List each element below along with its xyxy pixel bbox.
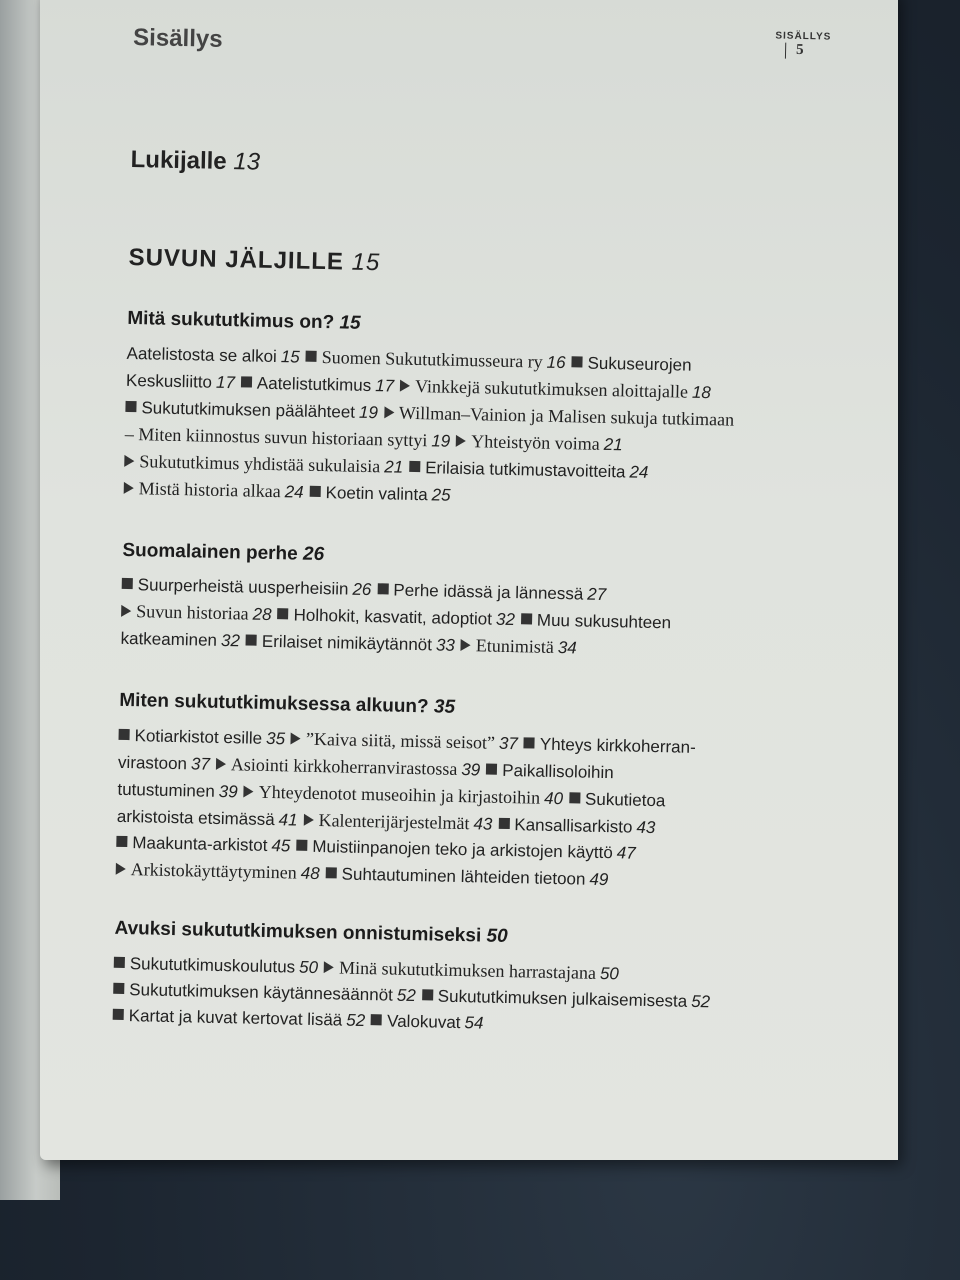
toc-entry-page: 54 — [464, 1013, 484, 1033]
toc-entry — [303, 811, 498, 834]
toc-entry-page: 39 — [218, 781, 238, 802]
toc-entry — [524, 734, 696, 757]
toc-entry — [113, 1006, 372, 1030]
square-bullet-icon — [296, 840, 307, 851]
triangle-bullet-icon — [461, 639, 471, 651]
toc-entry — [216, 755, 487, 780]
section-title — [127, 308, 827, 345]
toc-entry-text: Willman–Vainion ja Malisen sukuja tutkimaan — [398, 402, 735, 430]
toc-entry-page: 50 — [298, 957, 319, 978]
toc-entry-text: Aatelistosta se alkoi — [126, 343, 278, 367]
chapter-label: Lukijalle — [130, 145, 227, 175]
toc-entry — [461, 636, 583, 658]
toc-entry — [244, 782, 570, 808]
square-bullet-icon — [277, 608, 288, 619]
square-bullet-icon — [524, 737, 535, 748]
toc-entry-page: 21 — [603, 434, 623, 455]
toc-entry-text: Perhe idässä ja lännessä — [393, 580, 584, 604]
toc-entry-text: Sukutietoa — [584, 789, 666, 811]
square-bullet-icon — [409, 461, 420, 472]
toc-entry — [114, 954, 325, 977]
toc-entry-text: virastoon — [117, 752, 188, 774]
toc-entry-text: Sukututkimuksen käytännesäännöt — [129, 980, 394, 1005]
section-page: 26 — [302, 543, 325, 566]
toc-entry — [118, 726, 291, 749]
toc-entry — [569, 789, 666, 810]
toc-entry-text: Koetin valinta — [325, 483, 428, 505]
toc-entry — [409, 458, 655, 482]
divider — [785, 42, 786, 58]
square-bullet-icon — [113, 983, 124, 994]
toc-entry — [116, 833, 296, 856]
section-mita-sukututkimus-on — [123, 308, 827, 517]
page-number: 5 — [795, 41, 805, 59]
square-bullet-icon — [371, 1014, 382, 1025]
square-bullet-icon — [569, 792, 580, 803]
section-title-text: Avuksi sukututkimuksen onnistumiseksi — [114, 917, 482, 947]
toc-entry — [400, 377, 717, 403]
toc-entry — [126, 371, 241, 392]
toc-entry-page: 21 — [384, 457, 404, 477]
toc-entry — [246, 631, 461, 654]
square-bullet-icon — [571, 356, 582, 367]
toc-entry — [422, 986, 717, 1011]
toc-entry-text: Erilaisia tutkimustavoitteita — [424, 458, 626, 482]
section-title — [114, 918, 814, 955]
toc-entry-text: Sukututkimus yhdistää sukulaisia — [139, 451, 381, 477]
toc-entry — [296, 837, 642, 863]
toc-entry — [241, 373, 401, 395]
toc-title: Sisällys — [132, 23, 223, 53]
toc-entry — [456, 432, 629, 455]
toc-entry — [125, 398, 384, 422]
toc-entry — [117, 807, 304, 830]
toc-entry — [384, 403, 735, 429]
triangle-bullet-icon — [456, 435, 466, 447]
square-bullet-icon — [116, 836, 127, 847]
running-head — [775, 30, 834, 59]
book-page — [40, 0, 898, 1160]
toc-entry-text: Yhteistyön voima — [471, 431, 600, 454]
square-bullet-icon — [306, 351, 317, 362]
toc-entry — [371, 1011, 490, 1032]
section-page: 50 — [486, 925, 508, 948]
toc-entry-page: 52 — [346, 1010, 366, 1031]
part-label: SUVUN JÄLJILLE — [128, 243, 345, 276]
toc-entry-page: 17 — [215, 372, 236, 393]
toc-entry-text: Holhokit, kasvatit, adoptiot — [293, 605, 493, 629]
toc-entry-text: Minä sukututkimuksen harrastajana — [338, 957, 597, 983]
toc-entry — [291, 729, 524, 753]
section-page: 15 — [339, 312, 361, 334]
part-heading — [128, 244, 380, 277]
toc-entry — [120, 629, 246, 651]
toc-entry — [121, 602, 278, 624]
toc-entry-page: 18 — [691, 382, 712, 403]
toc-entry-page: 32 — [220, 630, 241, 651]
toc-entries — [112, 950, 814, 1044]
toc-entry — [125, 425, 457, 451]
triangle-bullet-icon — [244, 785, 254, 797]
toc-entry-text: Mistä historia alkaa — [138, 478, 281, 502]
toc-entry-text: Keskusliitto — [125, 370, 213, 392]
toc-entry-text: Yhteys kirkkoherran- — [539, 734, 696, 757]
toc-entry — [113, 980, 422, 1005]
toc-entry-page: 32 — [495, 609, 516, 630]
toc-entries — [116, 722, 819, 898]
toc-entry-page: 41 — [278, 810, 298, 830]
toc-entry-text: ”Kaiva siitä, missä seisot” — [305, 728, 496, 753]
toc-entry — [498, 815, 661, 837]
toc-entry — [122, 575, 378, 599]
toc-entry-text: Suvun historiaa — [135, 601, 249, 624]
toc-entry-text: Asiointi kirkkoherranvirastossa — [230, 754, 458, 779]
triangle-bullet-icon — [116, 863, 126, 875]
toc-entry-page: 40 — [543, 788, 564, 809]
toc-entry-text: Muu sukusuhteen — [536, 610, 672, 633]
toc-entry — [124, 479, 310, 502]
toc-entries — [123, 340, 826, 517]
toc-entry-text: Aatelistutkimus — [256, 373, 372, 396]
toc-entry-text: Erilaiset nimikäytännöt — [261, 631, 433, 655]
toc-entry — [306, 348, 572, 373]
toc-entry-page: 24 — [284, 482, 304, 502]
square-bullet-icon — [498, 818, 509, 829]
toc-entry-page: 26 — [352, 579, 372, 600]
toc-entry-text: Paikallisoloihin — [502, 760, 614, 783]
toc-entry — [325, 864, 614, 889]
toc-entry-text: katkeaminen — [120, 628, 218, 650]
triangle-bullet-icon — [216, 758, 226, 770]
toc-entry-text: Suomen Sukututkimusseura ry — [321, 347, 543, 372]
toc-entry-text: Suurperheistä uusperheisiin — [137, 575, 349, 599]
part-page: 15 — [351, 248, 381, 277]
toc-entry — [118, 753, 216, 774]
square-bullet-icon — [326, 867, 337, 878]
square-bullet-icon — [119, 729, 130, 740]
toc-entry-text: tutustuminen — [117, 779, 215, 801]
toc-entry-text: Maakunta-arkistot — [132, 833, 268, 855]
toc-entry-page: 19 — [431, 431, 451, 451]
toc-entry — [486, 761, 614, 783]
square-bullet-icon — [125, 401, 136, 412]
toc-entry-page: 50 — [599, 963, 620, 984]
toc-entry-page: 28 — [252, 604, 272, 625]
toc-entry — [116, 860, 326, 883]
toc-entry-page: 15 — [280, 347, 300, 367]
toc-entry-text: Sukututkimuksen julkaisemisesta — [437, 986, 688, 1011]
toc-entry-page: 25 — [431, 485, 451, 505]
toc-entry-text: Yhteydenotot museoihin ja kirjastoihin — [258, 781, 541, 808]
section-page: 35 — [433, 696, 456, 718]
toc-entry-text: Kartat ja kuvat kertovat lisää — [128, 1006, 343, 1030]
toc-entry-text: Vinkkejä sukututkimuksen aloittajalle — [414, 375, 689, 402]
toc-entry-page: 24 — [629, 462, 649, 482]
triangle-bullet-icon — [124, 482, 134, 494]
toc-entry-text: Sukuseurojen — [587, 353, 692, 375]
toc-entry — [571, 353, 691, 375]
toc-entry-page: 37 — [498, 733, 519, 754]
toc-entry — [324, 958, 625, 983]
toc-entry-page: 37 — [190, 754, 211, 774]
triangle-bullet-icon — [400, 380, 410, 392]
toc-entry — [309, 483, 456, 505]
toc-entry-page: 48 — [300, 863, 320, 884]
toc-entry-text: Muistiinpanojen teko ja arkistojen käyttö — [312, 836, 613, 863]
toc-entry-text: Sukututkimuskoulutus — [129, 954, 296, 977]
square-bullet-icon — [241, 376, 252, 387]
toc-entry — [377, 580, 612, 604]
triangle-bullet-icon — [124, 455, 134, 467]
section-suomalainen-perhe — [120, 540, 822, 667]
toc-entry-page: 39 — [461, 760, 481, 780]
toc-entry — [521, 610, 672, 632]
toc-entry-text: Etunimistä — [475, 635, 555, 657]
toc-entry-page: 52 — [396, 985, 417, 1006]
toc-entry — [124, 452, 409, 477]
section-miten-alkuun — [116, 690, 820, 898]
toc-content — [114, 0, 834, 1033]
toc-entry-page: 27 — [587, 584, 607, 605]
toc-entry-text: Kotiarkistot esille — [134, 726, 263, 748]
toc-entry-page: 47 — [616, 843, 636, 863]
square-bullet-icon — [521, 613, 532, 624]
triangle-bullet-icon — [324, 961, 334, 973]
section-title-text: Mitä sukututkimus on? — [127, 307, 335, 334]
triangle-bullet-icon — [121, 605, 131, 617]
running-title: SISÄLLYS — [775, 30, 832, 43]
toc-entry-page: 33 — [435, 635, 456, 655]
toc-entry-page: 35 — [265, 728, 286, 749]
section-title-text: Miten sukututkimuksessa alkuun? — [119, 689, 429, 718]
section-title — [119, 690, 819, 727]
toc-entry — [126, 344, 306, 367]
square-bullet-icon — [113, 1009, 124, 1020]
square-bullet-icon — [486, 764, 497, 775]
toc-entry-page: 34 — [557, 638, 577, 658]
section-title — [122, 540, 822, 577]
square-bullet-icon — [114, 957, 125, 968]
toc-entry-page: 52 — [690, 991, 711, 1012]
triangle-bullet-icon — [291, 732, 301, 744]
section-title-text: Suomalainen perhe — [122, 539, 298, 565]
toc-entry-text: Kansallisarkisto — [514, 815, 633, 837]
toc-entries — [120, 572, 822, 667]
toc-entry — [117, 780, 244, 802]
toc-entry-page: 17 — [375, 376, 395, 396]
toc-entry-text: – Miten kiinnostus suvun historiaan syttyi — [124, 423, 428, 451]
toc-entry-page: 19 — [358, 402, 379, 423]
toc-entry-text: arkistoista etsimässä — [116, 806, 275, 830]
triangle-bullet-icon — [303, 814, 313, 826]
square-bullet-icon — [377, 583, 388, 594]
square-bullet-icon — [422, 989, 433, 1000]
square-bullet-icon — [246, 634, 257, 645]
chapter-lukijalle — [130, 146, 260, 177]
toc-entry-text: Valokuvat — [386, 1011, 461, 1033]
toc-entry-page: 16 — [546, 352, 566, 373]
toc-entry — [277, 605, 521, 629]
square-bullet-icon — [310, 486, 321, 497]
chapter-page: 13 — [233, 148, 261, 176]
toc-entry-page: 49 — [589, 869, 609, 890]
square-bullet-icon — [122, 578, 133, 589]
triangle-bullet-icon — [384, 406, 394, 418]
section-avuksi — [112, 918, 814, 1044]
toc-entry-text: Kalenterijärjestelmät — [318, 810, 470, 834]
toc-entry-text: Arkistokäyttäytyminen — [130, 859, 297, 883]
toc-entry-text: Suhtautuminen lähteiden tietoon — [341, 864, 586, 889]
toc-entry-page: 45 — [271, 836, 291, 856]
toc-entry-page: 43 — [636, 817, 656, 838]
toc-entry-page: 43 — [473, 814, 493, 834]
toc-entry-text: Sukututkimuksen päälähteet — [141, 398, 356, 422]
